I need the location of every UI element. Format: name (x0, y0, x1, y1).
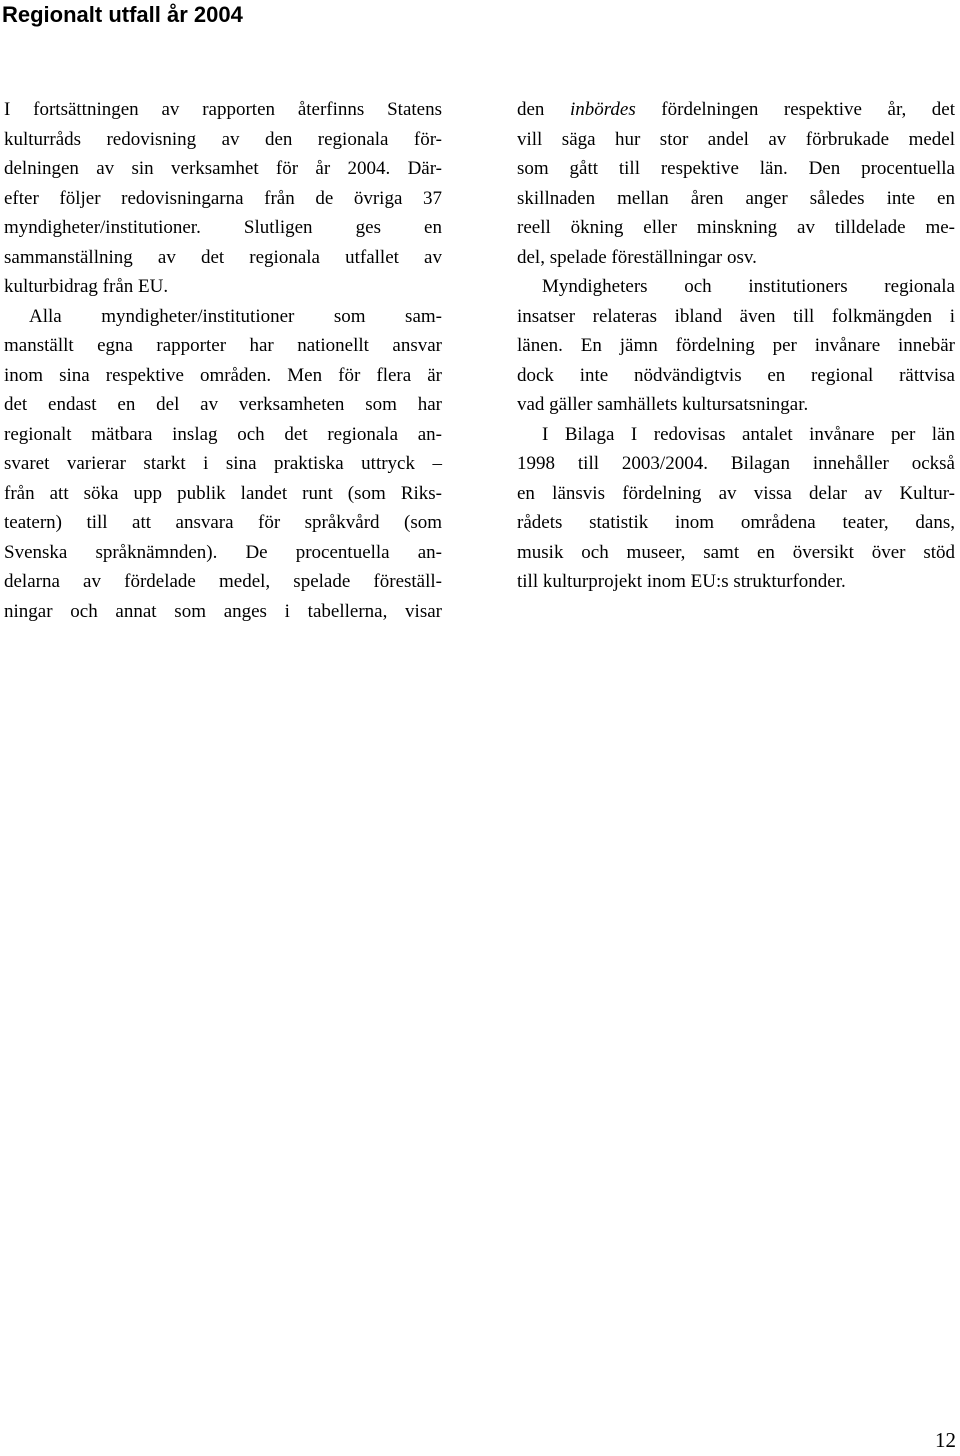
text-line: I fortsättningen av rapporten återfinns Statens (4, 99, 442, 120)
text-line: teatern) till att ansvara för språkvård (som (4, 512, 442, 533)
text-line: till kulturprojekt inom EU:s strukturfonder. (517, 571, 846, 592)
text-line: myndigheter/institutioner. Slutligen ges en (4, 217, 442, 238)
text-line: inom sina respektive områden. Men för flera är (4, 364, 442, 386)
text-line: efter följer redovisningarna från de övriga 37 (4, 187, 442, 209)
text-line: musik och museer, samt en översikt över stöd (517, 541, 955, 563)
text-line: 1998 till 2003/2004. Bilagan innehåller också (517, 453, 955, 474)
text-line: sammanställning av det regionala utfallet av (4, 246, 442, 268)
text-line: en länsvis fördelning av vissa delar av Kultur- (517, 482, 955, 504)
text-line: Alla myndigheter/institutioner som sam- (29, 305, 442, 327)
text-line: kulturbidrag från EU. (4, 276, 169, 297)
text-run: den (517, 99, 570, 120)
right-column (517, 95, 955, 597)
text-line: delarna av fördelade medel, spelade föreställ- (4, 571, 442, 592)
text-line: regionalt mätbara inslag och det regionala an- (4, 423, 442, 445)
text-line: svaret varierar starkt i sina praktiska uttryck – (4, 453, 442, 474)
page-title: Regionalt utfall år 2004 (2, 2, 243, 27)
text-line: från att söka upp publik landet runt (som Riks- (4, 482, 442, 504)
text-line: Svenska språknämnden). De procentuella an- (4, 541, 442, 563)
page-number: 12 (935, 1428, 956, 1452)
text-line: reell ökning eller minskning av tilldelade me- (517, 217, 955, 238)
text-line: kulturråds redovisning av den regionala för- (4, 128, 442, 150)
text-line: det endast en del av verksamheten som har (4, 394, 442, 415)
text-line: dock inte nödvändigtvis en regional rättvisa (517, 364, 955, 386)
text-line: vad gäller samhällets kultursatsningar. (517, 394, 809, 415)
text-line (517, 95, 955, 125)
text-line: Myndigheters och institutioners regionala (542, 276, 955, 297)
text-line: länen. En jämn fördelning per invånare innebär (517, 335, 955, 356)
text-line: rådets statistik inom områdena teater, dans, (517, 512, 955, 533)
text-line: insatser relateras ibland även till folkmängden i (517, 305, 955, 327)
text-line: vill säga hur stor andel av förbrukade medel (517, 128, 955, 150)
text-line: del, spelade föreställningar osv. (517, 246, 757, 268)
left-column (4, 95, 442, 626)
text-run: fördelningen respektive år, det (635, 99, 955, 120)
emphasized-word: inbördes (569, 99, 636, 120)
text-line: skillnaden mellan åren anger således inte en (517, 187, 955, 209)
text-line: delningen av sin verksamhet för år 2004. Där- (4, 158, 442, 179)
text-line: manställt egna rapporter har nationellt ansvar (4, 335, 442, 356)
text-line: ningar och annat som anges i tabellerna, visar (4, 600, 442, 622)
text-line: som gått till respektive län. Den procentuella (517, 158, 955, 179)
text-line: I Bilaga I redovisas antalet invånare per län (542, 423, 955, 445)
